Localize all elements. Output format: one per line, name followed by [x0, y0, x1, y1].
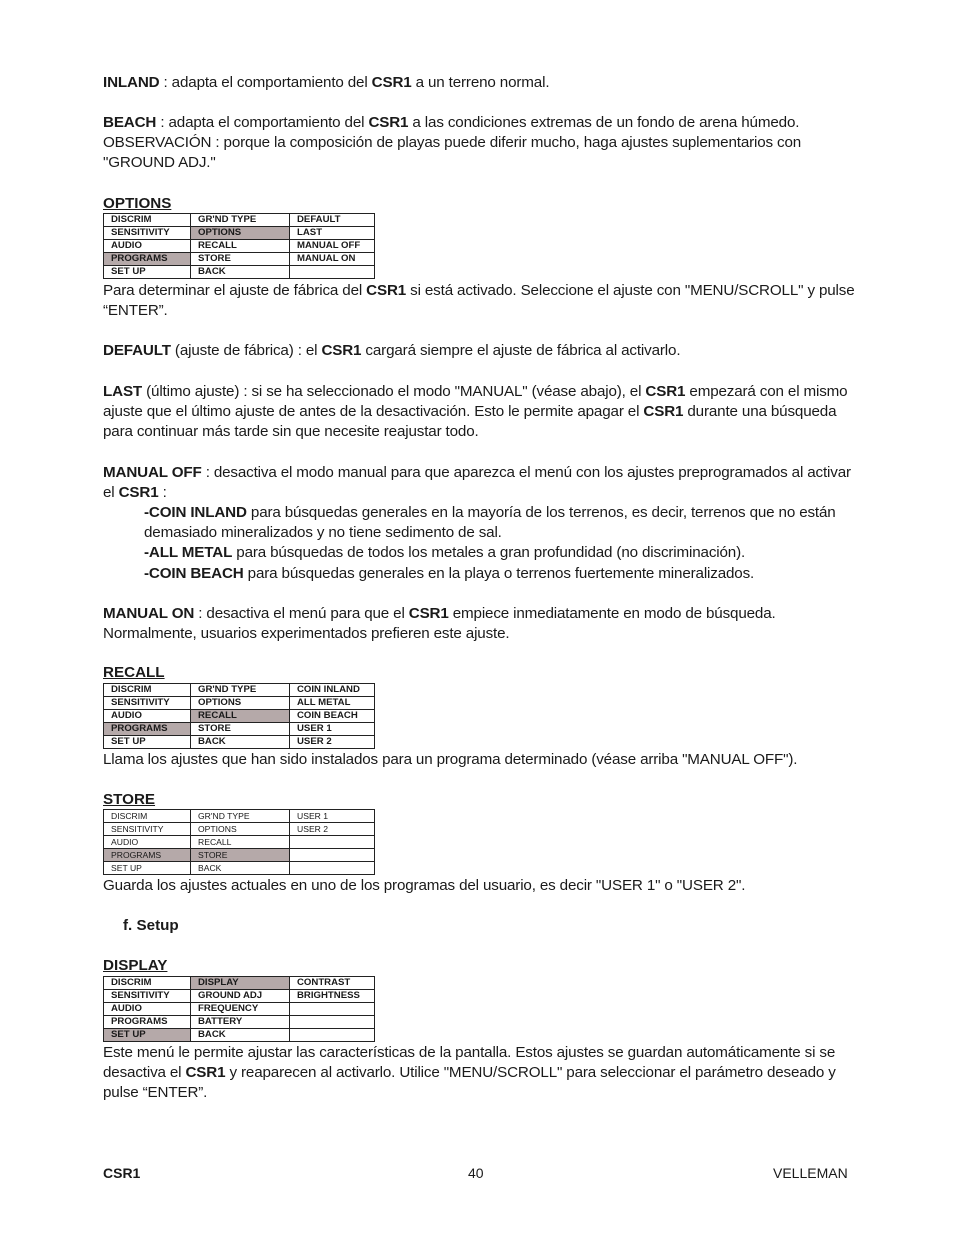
- menu-cell: [290, 849, 375, 862]
- text: cargará siempre el ajuste de fábrica al activarlo.: [361, 342, 681, 359]
- menu-cell: LAST: [290, 227, 375, 240]
- manual-off-paragraph: [103, 463, 863, 503]
- menu-cell: OPTIONS: [191, 697, 290, 710]
- menu-cell: SENSITIVITY: [104, 990, 191, 1003]
- table-row: [104, 823, 375, 836]
- term-coin-beach: -COIN BEACH: [144, 565, 244, 582]
- menu-cell-selected: SET UP: [104, 1029, 191, 1042]
- menu-cell: COIN BEACH: [290, 710, 375, 723]
- menu-cell: OPTIONS: [191, 823, 290, 836]
- menu-cell: RECALL: [191, 240, 290, 253]
- menu-cell: AUDIO: [104, 836, 191, 849]
- all-metal-item: [144, 543, 864, 563]
- text: para búsquedas de todos los metales a gran profundidad (no discriminación).: [232, 544, 746, 561]
- table-row: [104, 214, 375, 227]
- menu-cell: MANUAL OFF: [290, 240, 375, 253]
- menu-cell: USER 2: [290, 823, 375, 836]
- text: y reaparecen al activarlo. Utilice "MENU/SCROLL" para seleccionar el parámetro deseado y pulse “ENTER”.: [103, 1064, 836, 1102]
- menu-cell-selected: PROGRAMS: [104, 849, 191, 862]
- inland-paragraph: [103, 73, 863, 93]
- product-name: CSR1: [643, 403, 684, 421]
- menu-cell: BATTERY: [191, 1016, 290, 1029]
- table-row: [104, 1029, 375, 1042]
- menu-cell: RECALL: [191, 836, 290, 849]
- menu-cell-selected: RECALL: [191, 710, 290, 723]
- store-menu-table: [103, 809, 375, 875]
- recall-description: Llama los ajustes que han sido instalados para un programa determinado (véase arriba "MANUAL OFF").: [103, 751, 798, 768]
- display-menu-table: [103, 976, 375, 1042]
- text: Para determinar el ajuste de fábrica del: [103, 282, 367, 299]
- product-name: CSR1: [118, 484, 159, 502]
- options-menu-table: [103, 213, 375, 279]
- menu-cell: COIN INLAND: [290, 684, 375, 697]
- menu-cell: [290, 1003, 375, 1016]
- menu-cell-selected: PROGRAMS: [104, 723, 191, 736]
- term-inland: INLAND: [103, 74, 160, 91]
- text: Este menú le permite ajustar las características de la pantalla. Estos ajustes se guardan automáticamente si se desactiva el: [103, 1044, 836, 1082]
- menu-cell: GR'ND TYPE: [191, 684, 290, 697]
- text: empezará con el mismo ajuste que el último ajuste de antes de la desactivación. Esto le permite apagar el: [103, 383, 848, 421]
- menu-cell: SET UP: [104, 736, 191, 749]
- text: (ajuste de fábrica) : el: [170, 342, 322, 359]
- text: durante una búsqueda para continuar más tarde sin que necesite reajustar todo.: [103, 403, 837, 441]
- menu-cell: DISCRIM: [104, 214, 191, 227]
- footer-model: CSR1: [103, 1165, 141, 1181]
- menu-cell: SET UP: [104, 862, 191, 875]
- table-row: [104, 849, 375, 862]
- product-name: CSR1: [185, 1064, 226, 1082]
- menu-cell: STORE: [191, 253, 290, 266]
- menu-cell: BACK: [191, 1029, 290, 1042]
- setup-section-title: f. Setup: [123, 917, 179, 934]
- menu-cell: SET UP: [104, 266, 191, 279]
- product-name: CSR1: [645, 383, 686, 400]
- menu-cell: GROUND ADJ: [191, 990, 290, 1003]
- menu-cell: DISCRIM: [104, 810, 191, 823]
- menu-cell: DISCRIM: [104, 977, 191, 990]
- table-row: [104, 862, 375, 875]
- menu-cell: CONTRAST: [290, 977, 375, 990]
- default-paragraph: [103, 341, 863, 361]
- display-heading: DISPLAY: [103, 957, 168, 974]
- table-row: [104, 227, 375, 240]
- menu-cell: BACK: [191, 862, 290, 875]
- product-name: CSR1: [371, 74, 412, 91]
- menu-cell: AUDIO: [104, 710, 191, 723]
- term-default: DEFAULT: [103, 342, 171, 359]
- footer-brand: VELLEMAN: [773, 1165, 848, 1181]
- table-row: [104, 1016, 375, 1029]
- text: a las condiciones extremas de un fondo de arena húmedo.: [408, 114, 800, 131]
- menu-cell-selected: OPTIONS: [191, 227, 290, 240]
- menu-cell: PROGRAMS: [104, 1016, 191, 1029]
- store-heading: STORE: [103, 791, 156, 808]
- text: : desactiva el modo manual para que aparezca el menú con los ajustes preprogramados al activar el: [103, 464, 851, 502]
- table-row: [104, 810, 375, 823]
- table-row: [104, 723, 375, 736]
- menu-cell: [290, 862, 375, 875]
- term-beach: BEACH: [103, 114, 157, 131]
- menu-cell: BRIGHTNESS: [290, 990, 375, 1003]
- table-row: [104, 990, 375, 1003]
- text: a un terreno normal.: [411, 74, 550, 91]
- product-name: CSR1: [408, 605, 449, 622]
- menu-cell: SENSITIVITY: [104, 823, 191, 836]
- options-heading: OPTIONS: [103, 195, 172, 212]
- coin-beach-item: [144, 564, 864, 584]
- display-description: [103, 1043, 863, 1104]
- menu-cell: MANUAL ON: [290, 253, 375, 266]
- menu-cell: DISCRIM: [104, 684, 191, 697]
- menu-cell-selected: DISPLAY: [191, 977, 290, 990]
- observation-text: OBSERVACIÓN : porque la composición de playas puede diferir mucho, haga ajustes suplementarios con "GROUND ADJ.": [103, 134, 802, 172]
- menu-cell: FREQUENCY: [191, 1003, 290, 1016]
- options-description: [103, 281, 863, 321]
- menu-cell: GR'ND TYPE: [191, 214, 290, 227]
- menu-cell: SENSITIVITY: [104, 227, 191, 240]
- table-row: [104, 240, 375, 253]
- menu-cell: USER 1: [290, 723, 375, 736]
- menu-cell-selected: PROGRAMS: [104, 253, 191, 266]
- menu-cell: [290, 1016, 375, 1029]
- text: empiece inmediatamente en modo de búsqueda. Normalmente, usuarios experimentados prefieren este ajuste.: [103, 605, 776, 643]
- last-paragraph: [103, 382, 863, 443]
- recall-menu-table: [103, 683, 375, 749]
- table-row: [104, 697, 375, 710]
- table-row: [104, 1003, 375, 1016]
- table-row: [104, 253, 375, 266]
- text: :: [158, 484, 167, 502]
- text: : adapta el comportamiento del: [159, 74, 372, 91]
- menu-cell: USER 1: [290, 810, 375, 823]
- term-last: LAST: [103, 383, 143, 400]
- product-name: CSR1: [368, 114, 409, 131]
- table-row: [104, 836, 375, 849]
- menu-cell: ALL METAL: [290, 697, 375, 710]
- manual-on-paragraph: [103, 604, 863, 644]
- term-coin-inland: -COIN INLAND: [144, 504, 247, 521]
- store-description: Guarda los ajustes actuales en uno de los programas del usuario, es decir "USER 1" o "USER 2".: [103, 877, 746, 894]
- menu-cell: [290, 836, 375, 849]
- menu-cell: GR'ND TYPE: [191, 810, 290, 823]
- menu-cell: SENSITIVITY: [104, 697, 191, 710]
- table-row: [104, 977, 375, 990]
- text: para búsquedas generales en la mayoría de los terrenos, es decir, terrenos que no están demasiado mineralizados y no tiene sedimento de sal.: [144, 504, 836, 542]
- coin-inland-item: [144, 503, 864, 543]
- table-row: [104, 266, 375, 279]
- term-manual-on: MANUAL ON: [103, 605, 195, 622]
- footer-page-number: 40: [468, 1165, 484, 1181]
- menu-cell: DEFAULT: [290, 214, 375, 227]
- product-name: CSR1: [366, 282, 407, 299]
- term-all-metal: -ALL METAL: [144, 544, 233, 561]
- beach-paragraph: [103, 113, 863, 174]
- table-row: [104, 736, 375, 749]
- text: : desactiva el menú para que el: [194, 605, 409, 622]
- text: si está activado. Seleccione el ajuste con "MENU/SCROLL" y pulse “ENTER”.: [103, 282, 855, 320]
- menu-cell: [290, 1029, 375, 1042]
- text: : adapta el comportamiento del: [156, 114, 369, 131]
- table-row: [104, 684, 375, 697]
- menu-cell: STORE: [191, 723, 290, 736]
- text: (último ajuste) : si se ha seleccionado el modo "MANUAL" (véase abajo), el: [142, 383, 646, 400]
- menu-cell: AUDIO: [104, 240, 191, 253]
- menu-cell: USER 2: [290, 736, 375, 749]
- table-row: [104, 710, 375, 723]
- menu-cell-selected: STORE: [191, 849, 290, 862]
- text: para búsquedas generales en la playa o terrenos fuertemente mineralizados.: [243, 565, 755, 582]
- menu-cell: [290, 266, 375, 279]
- product-name: CSR1: [321, 342, 362, 359]
- menu-cell: AUDIO: [104, 1003, 191, 1016]
- menu-cell: BACK: [191, 266, 290, 279]
- term-manual-off: MANUAL OFF: [103, 464, 202, 481]
- menu-cell: BACK: [191, 736, 290, 749]
- recall-heading: RECALL: [103, 664, 165, 681]
